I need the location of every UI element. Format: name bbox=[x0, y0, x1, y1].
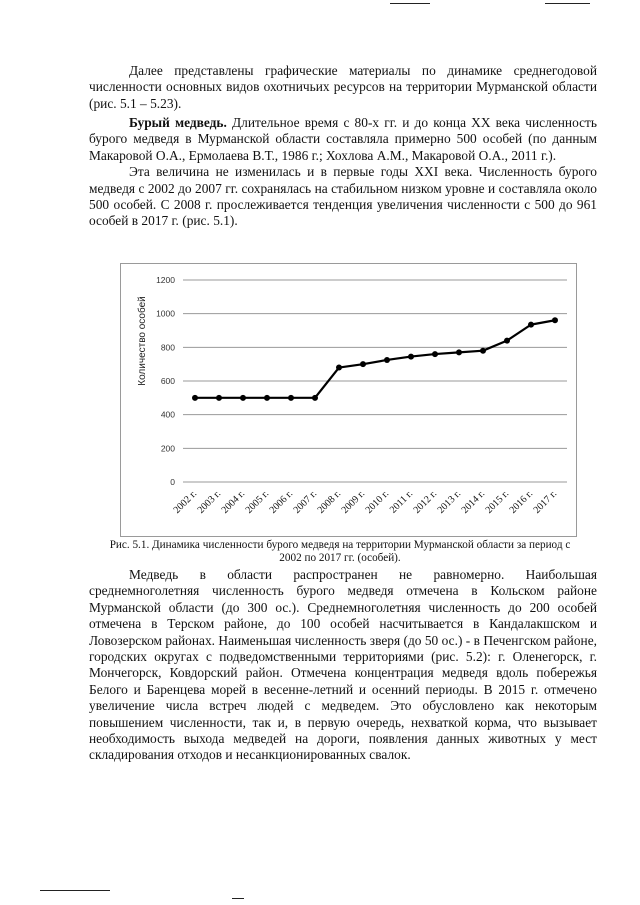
data-point bbox=[528, 322, 534, 328]
population-chart bbox=[120, 263, 577, 537]
scan-mark-bottom-left bbox=[40, 890, 110, 891]
y-tick-label: 600 bbox=[160, 376, 175, 386]
scan-mark-top bbox=[390, 3, 430, 4]
bear-history-paragraph bbox=[89, 115, 597, 164]
data-point bbox=[264, 395, 270, 401]
data-point bbox=[192, 395, 198, 401]
data-point bbox=[456, 349, 462, 355]
data-point bbox=[480, 348, 486, 354]
data-point bbox=[384, 357, 390, 363]
x-tick-label: 2008 г. bbox=[315, 488, 344, 516]
x-tick-label: 2013 г. bbox=[435, 488, 464, 516]
x-tick-label: 2007 г. bbox=[291, 488, 320, 516]
figure-caption: Рис. 5.1. Динамика численности бурого медведя на территории Мурманской области за период с 2002 по 2017 гг. (особей). bbox=[109, 539, 571, 564]
data-point bbox=[216, 395, 222, 401]
bear-section bbox=[89, 115, 597, 230]
data-point bbox=[336, 365, 342, 371]
x-tick-label: 2011 г. bbox=[387, 488, 416, 516]
x-tick-label: 2006 г. bbox=[267, 488, 296, 516]
y-tick-label: 1000 bbox=[156, 308, 175, 319]
x-tick-label: 2017 г. bbox=[531, 488, 560, 516]
x-tick-label: 2002 г. bbox=[171, 488, 200, 516]
data-point bbox=[432, 351, 438, 357]
scan-mark-bottom bbox=[232, 898, 244, 899]
intro-block bbox=[89, 63, 597, 112]
y-tick-label: 400 bbox=[160, 409, 175, 420]
data-point bbox=[360, 361, 366, 367]
data-point bbox=[288, 395, 294, 401]
y-tick-label: 800 bbox=[160, 342, 175, 353]
x-tick-label: 2003 г. bbox=[195, 488, 224, 516]
data-point bbox=[504, 338, 510, 344]
x-tick-label: 2016 г. bbox=[507, 488, 536, 516]
distribution-paragraph: Медведь в области распространен не равномерно. Наибольшая среднемноголетняя численность бурого медведя отмечена в Кольском районе Мурманской области (до 300 ос.). Среднемноголетняя численность до 200 особей отмечена в Терском районе, до 100 особей насчитывается в Кандалакшском и Ловозерском районах. Наименьшая численность зверя (до 50 ос.) - в Печенгском районе, городских округах с подведомственными территориями (рис. 5.2): г. Оленегорск, г. Мончегорск, Ковдорский район. Отмечена концентрация медведя вдоль побережья Белого и Баренцева морей в весенне-летний и осенний периоды. В 2015 г. отмечено увеличение числа встреч людей с медведем. Это обусловлено как некоторым повышением численности, так и, в первую очередь, нехваткой корма, что вызывает необходимость выхода медведей на дороги, появления данных животных у мест складирования отходов и несанкционированных свалок. bbox=[89, 567, 597, 763]
x-tick-label: 2009 г. bbox=[339, 488, 368, 516]
x-tick-label: 2010 г. bbox=[363, 488, 392, 516]
intro-paragraph: Далее представлены графические материалы по динамике среднегодовой численности основных видов охотничьих ресурсов на территории Мурманской области (рис. 5.1 – 5.23). bbox=[89, 63, 597, 111]
bear-trend-paragraph: Эта величина не изменилась и в первые годы XXI века. Численность бурого медведя с 2002 до 2007 гг. сохранялась на стабильном низком уровне и составляла около 500 особей. С 2008 г. прослеживается тенденция увеличения численности с 500 до 961 особей в 2017 г. (рис. 5.1). bbox=[89, 164, 597, 229]
data-point bbox=[552, 317, 558, 323]
series-line bbox=[195, 320, 555, 398]
x-tick-label: 2012 г. bbox=[411, 488, 440, 516]
data-point bbox=[408, 354, 414, 360]
bear-heading: Бурый медведь. bbox=[129, 115, 227, 130]
bear-history-text: Длительное время с 80-х гг. и до конца XX века численность бурого медведя в Мурманской области составляла примерно 500 особей (по данным Макаровой О.А., Ермолаева В.Т., 1986 г.; Хохлова А.М., Макаровой О.А., 2011 г.). bbox=[89, 115, 597, 163]
y-tick-label: 0 bbox=[170, 477, 175, 487]
scan-mark-top-right bbox=[545, 3, 590, 4]
population-chart-svg bbox=[121, 264, 576, 536]
x-tick-label: 2005 г. bbox=[243, 488, 272, 516]
distribution-block bbox=[89, 567, 597, 764]
data-point bbox=[312, 395, 318, 401]
data-point bbox=[240, 395, 246, 401]
x-tick-label: 2015 г. bbox=[483, 488, 512, 516]
y-tick-label: 200 bbox=[160, 443, 175, 454]
y-axis-label: Количество особей bbox=[137, 296, 148, 386]
x-tick-label: 2014 г. bbox=[459, 488, 488, 516]
x-tick-label: 2004 г. bbox=[219, 488, 248, 516]
y-tick-label: 1200 bbox=[156, 275, 175, 285]
